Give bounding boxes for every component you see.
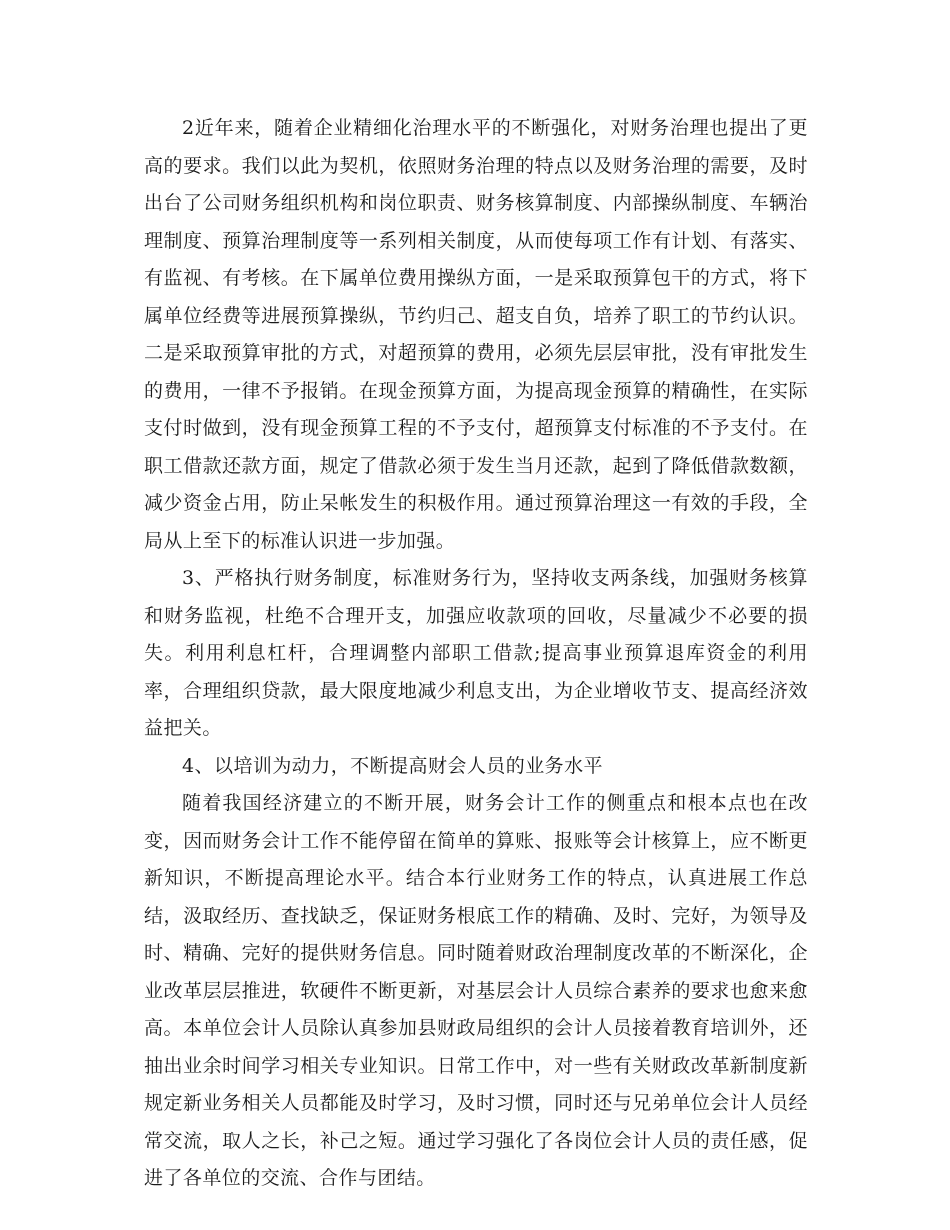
document-page <box>144 110 808 1198</box>
section-heading-training: 4、以培训为动力，不断提高财会人员的业务水平 <box>182 754 603 777</box>
paragraph-financial-system: 3、严格执行财务制度，标准财务行为，坚持收支两条线，加强财务核算和财务监视，杜绝不合理开支，加强应收款项的回收，尽量减少不必要的损失。利用利息杠杆，合理调整内部职工借款;提高事业预算退库资金的利用率，合理组织贷款，最大限度地减少利息支出，为企业增收节支、提高经济效益把关。 <box>144 567 808 739</box>
paragraph-budget-management: 2近年来，随着企业精细化治理水平的不断强化，对财务治理也提出了更高的要求。我们以此为契机，依照财务治理的特点以及财务治理的需要，及时出台了公司财务组织机构和岗位职责、财务核算制度、内部操纵制度、车辆治理制度、预算治理制度等一系列相关制度，从而使每项工作有计划、有落实、有监视、有考核。在下属单位费用操纵方面，一是采取预算包干的方式，将下属单位经费等进展预算操纵，节约归己、超支自负，培养了职工的节约认识。二是采取预算审批的方式，对超预算的费用，必须先层层审批，没有审批发生的费用，一律不予报销。在现金预算方面，为提高现金预算的精确性，在实际支付时做到，没有现金预算工程的不予支付，超预算支付标准的不予支付。在职工借款还款方面，规定了借款必须于发生当月还款，起到了降低借款数额，减少资金占用，防止呆帐发生的积极作用。通过预算治理这一有效的手段，全局从上至下的标准认识进一步加强。 <box>144 117 808 552</box>
paragraph-training: 随着我国经济建立的不断开展，财务会计工作的侧重点和根本点也在改变，因而财务会计工作不能停留在简单的算账、报账等会计核算上，应不断更新知识，不断提高理论水平。结合本行业财务工作的特点，认真进展工作总结，汲取经历、查找缺乏，保证财务根底工作的精确、及时、完好，为领导及时、精确、完好的提供财务信息。同时随着财政治理制度改革的不断深化，企业改革层层推进，软硬件不断更新，对基层会计人员综合素养的要求也愈来愈高。本单位会计人员除认真参加县财政局组织的会计人员接着教育培训外，还抽出业余时间学习相关专业知识。日常工作中，对一些有关财政改革新制度新规定新业务相关人员都能及时学习，及时习惯，同时还与兄弟单位会计人员经常交流，取人之长，补己之短。通过学习强化了各岗位会计人员的责任感，促进了各单位的交流、合作与团结。 <box>144 792 808 1189</box>
